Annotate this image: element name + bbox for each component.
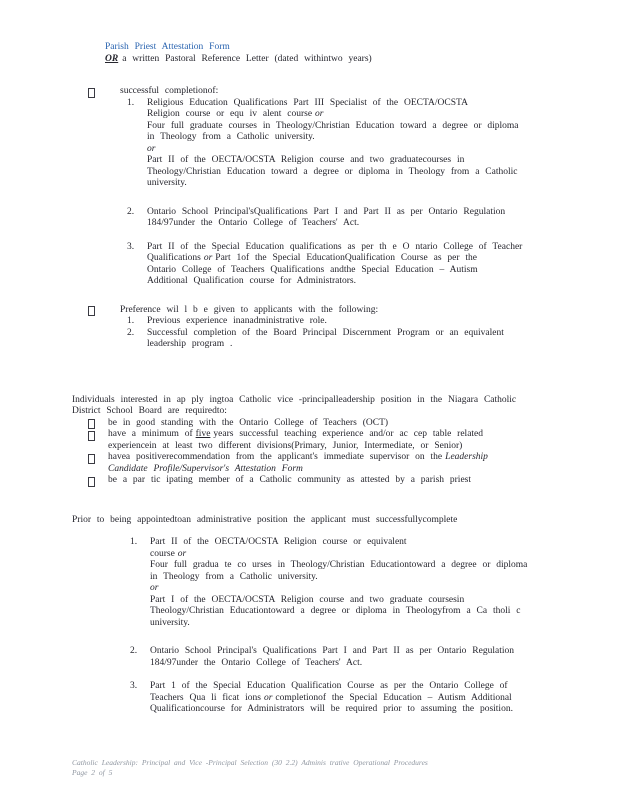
requirements-checklist bbox=[72, 418, 546, 487]
text-segment: Religion course or equ iv alent course bbox=[147, 109, 313, 119]
text-line: Part 1 of the Special Education Qualification Course as per the Ontario College of bbox=[150, 681, 508, 691]
text-segment: havea positiverecommendation from the applicant's immediate supervisor on the bbox=[108, 452, 443, 462]
text-line: experiencein at least two different divisions(Primary, Junior, Intermediate, or Senior) bbox=[108, 440, 463, 451]
text-segment: completionof the Special Education – Autism Additional bbox=[275, 692, 512, 703]
checkbox-bullet-icon bbox=[88, 454, 95, 464]
text-line bbox=[108, 452, 491, 464]
text-line bbox=[147, 109, 546, 121]
text-line: university. bbox=[147, 178, 187, 188]
completion-checklist-heading bbox=[88, 86, 546, 98]
text-line: leadership program . bbox=[147, 339, 233, 349]
text-segment: Qualifications bbox=[147, 253, 201, 263]
prior-item-3 bbox=[130, 681, 546, 716]
text-line: in Theology from a Catholic university. bbox=[147, 132, 315, 142]
text-line: Religious Education Qualifications Part III Specialist of the OECTA/OCSTA bbox=[147, 97, 468, 108]
or-italic: or bbox=[177, 548, 187, 559]
list-number: 3. bbox=[127, 241, 135, 252]
or-italic: or bbox=[147, 143, 156, 154]
list-number: 2. bbox=[130, 646, 138, 656]
text-line bbox=[108, 429, 486, 441]
prior-item-1 bbox=[130, 537, 546, 629]
preference-list bbox=[127, 316, 546, 351]
text-line bbox=[147, 253, 546, 265]
attestation-form-italic: Candidate Profile/Supervisor's Attestation Form bbox=[108, 463, 303, 474]
text-line: Ontario College of Teachers Qualifications andthe Special Education – Autism bbox=[147, 264, 478, 275]
checkbox-bullet-icon bbox=[88, 306, 95, 316]
text-line: Ontario School Principal'sQualifications Part I and Part II as per Ontario Regulation bbox=[147, 206, 506, 217]
preference-heading bbox=[88, 305, 546, 317]
five-underlined: five bbox=[195, 429, 211, 439]
text-line: Theology/Christian Educationtoward a degree or diploma in Theologyfrom a Ca tholi c bbox=[150, 606, 521, 616]
completion-item-3 bbox=[127, 242, 546, 288]
text-line: Previous experience inanadministrative role. bbox=[147, 316, 327, 326]
text-line: university. bbox=[150, 617, 190, 628]
requirement-bullet-1 bbox=[88, 418, 546, 430]
or-italic: or bbox=[263, 692, 273, 703]
completion-item-2 bbox=[127, 207, 546, 230]
preference-heading-text: Preference wil l b e given to applicants with the following: bbox=[120, 304, 379, 315]
or-italic: or bbox=[315, 109, 324, 119]
text-segment: course bbox=[150, 548, 175, 559]
list-number: 2. bbox=[127, 327, 135, 338]
list-number: 1. bbox=[130, 537, 138, 547]
text-line: Part II of the OECTA/OCSTA Religion course or equivalent bbox=[150, 537, 407, 547]
text-segment: Part 1of the Special EducationQualification Course as per the bbox=[215, 253, 478, 263]
completion-heading-text: successful completionof: bbox=[120, 86, 219, 96]
preference-item-2 bbox=[127, 328, 546, 351]
text-line bbox=[150, 549, 546, 561]
text-line: Qualificationcourse for Administrators will be required prior to assuming the position. bbox=[150, 704, 513, 714]
requirement-bullet-3 bbox=[88, 452, 546, 475]
pastoral-reference-line bbox=[105, 54, 546, 66]
text-line: Theology/Christian Education toward a degree or diploma in Theology from a Catholic bbox=[147, 166, 518, 177]
text-line: Individuals interested in ap ply ingtoa Catholic vice -principalleadership position in the Niagara Catholic bbox=[72, 394, 517, 405]
prior-intro: Prior to being appointedtoan administrative position the applicant must successfullycomplete bbox=[72, 514, 458, 525]
text-segment: Teachers Qua li ficat ions bbox=[150, 692, 261, 703]
checkbox-bullet-icon bbox=[88, 431, 95, 441]
text-line: Four full gradua te co urses in Theology/Christian Educationtoward a degree or diploma bbox=[150, 560, 528, 570]
list-item-text bbox=[150, 646, 546, 669]
leadership-italic: Leadership bbox=[445, 452, 488, 462]
list-item-text bbox=[147, 242, 546, 288]
checkbox-bullet-icon bbox=[88, 477, 95, 487]
text-line: Part I of the OECTA/OCSTA Religion course and two graduate coursesin bbox=[150, 594, 465, 605]
list-number: 2. bbox=[127, 206, 135, 217]
list-item-text bbox=[147, 207, 546, 230]
parish-priest-attestation-form-link[interactable]: Parish Priest Attestation Form bbox=[105, 42, 230, 52]
pastoral-reference-text: a written Pastoral Reference Letter (dated withintwo years) bbox=[122, 53, 372, 64]
text-line: Four full graduate courses in Theology/Christian Education toward a degree or diploma bbox=[147, 120, 519, 131]
text-line: Additional Qualification course for Administrators. bbox=[147, 276, 356, 286]
requirement-bullet-2 bbox=[88, 429, 546, 452]
text-line: District School Board are requiredto: bbox=[72, 406, 227, 416]
or-italic: or bbox=[203, 253, 213, 263]
text-line: 184/97under the Ontario College of Teachers' Act. bbox=[147, 218, 360, 228]
attestation-section bbox=[105, 42, 546, 65]
list-item-text bbox=[150, 681, 546, 716]
text-line: 184/97under the Ontario College of Teachers' Act. bbox=[150, 657, 363, 668]
text-line: be a par tic ipating member of a Catholic community as attested by a parish priest bbox=[108, 475, 472, 485]
checkbox-bullet-icon bbox=[88, 419, 95, 429]
text-line bbox=[150, 693, 546, 705]
prior-item-2 bbox=[130, 646, 546, 669]
requirement-bullet-4 bbox=[88, 475, 546, 487]
footer-page-number: Page 2 of 5 bbox=[72, 768, 113, 777]
checkbox-bullet-icon bbox=[88, 88, 95, 98]
text-segment: years successful teaching experience and/or ac cep table related bbox=[213, 429, 484, 439]
list-number: 1. bbox=[127, 97, 135, 108]
text-line: Part II of the Special Education qualifications as per th e O ntario College of Teacher bbox=[147, 241, 523, 252]
list-item-text bbox=[150, 537, 546, 629]
or-emphasis: OR bbox=[105, 53, 119, 64]
or-italic: or bbox=[150, 583, 159, 593]
list-number: 1. bbox=[127, 316, 135, 326]
text-line: Ontario School Principal's Qualifications Part I and Part II as per Ontario Regulation bbox=[150, 646, 514, 656]
text-segment: have a minimum of bbox=[108, 429, 193, 439]
text-line: in Theology from a Catholic university. bbox=[150, 571, 318, 582]
completion-item-1 bbox=[127, 98, 546, 190]
list-number: 3. bbox=[130, 681, 138, 691]
footer-document-title: Catholic Leadership: Principal and Vice -Principal Selection (30 2.2) Adminis trative Operational Procedures bbox=[72, 758, 428, 767]
page-footer bbox=[72, 758, 428, 778]
text-line: Part II of the OECTA/OCSTA Religion course and two graduatecourses in bbox=[147, 155, 465, 165]
text-line: Successful completion of the Board Principal Discernment Program or an equivalent bbox=[147, 327, 504, 338]
requirements-intro bbox=[72, 395, 546, 418]
list-item-text bbox=[147, 98, 546, 190]
preference-item-1 bbox=[127, 316, 546, 328]
text-line: be in good standing with the Ontario College of Teachers (OCT) bbox=[108, 417, 389, 428]
